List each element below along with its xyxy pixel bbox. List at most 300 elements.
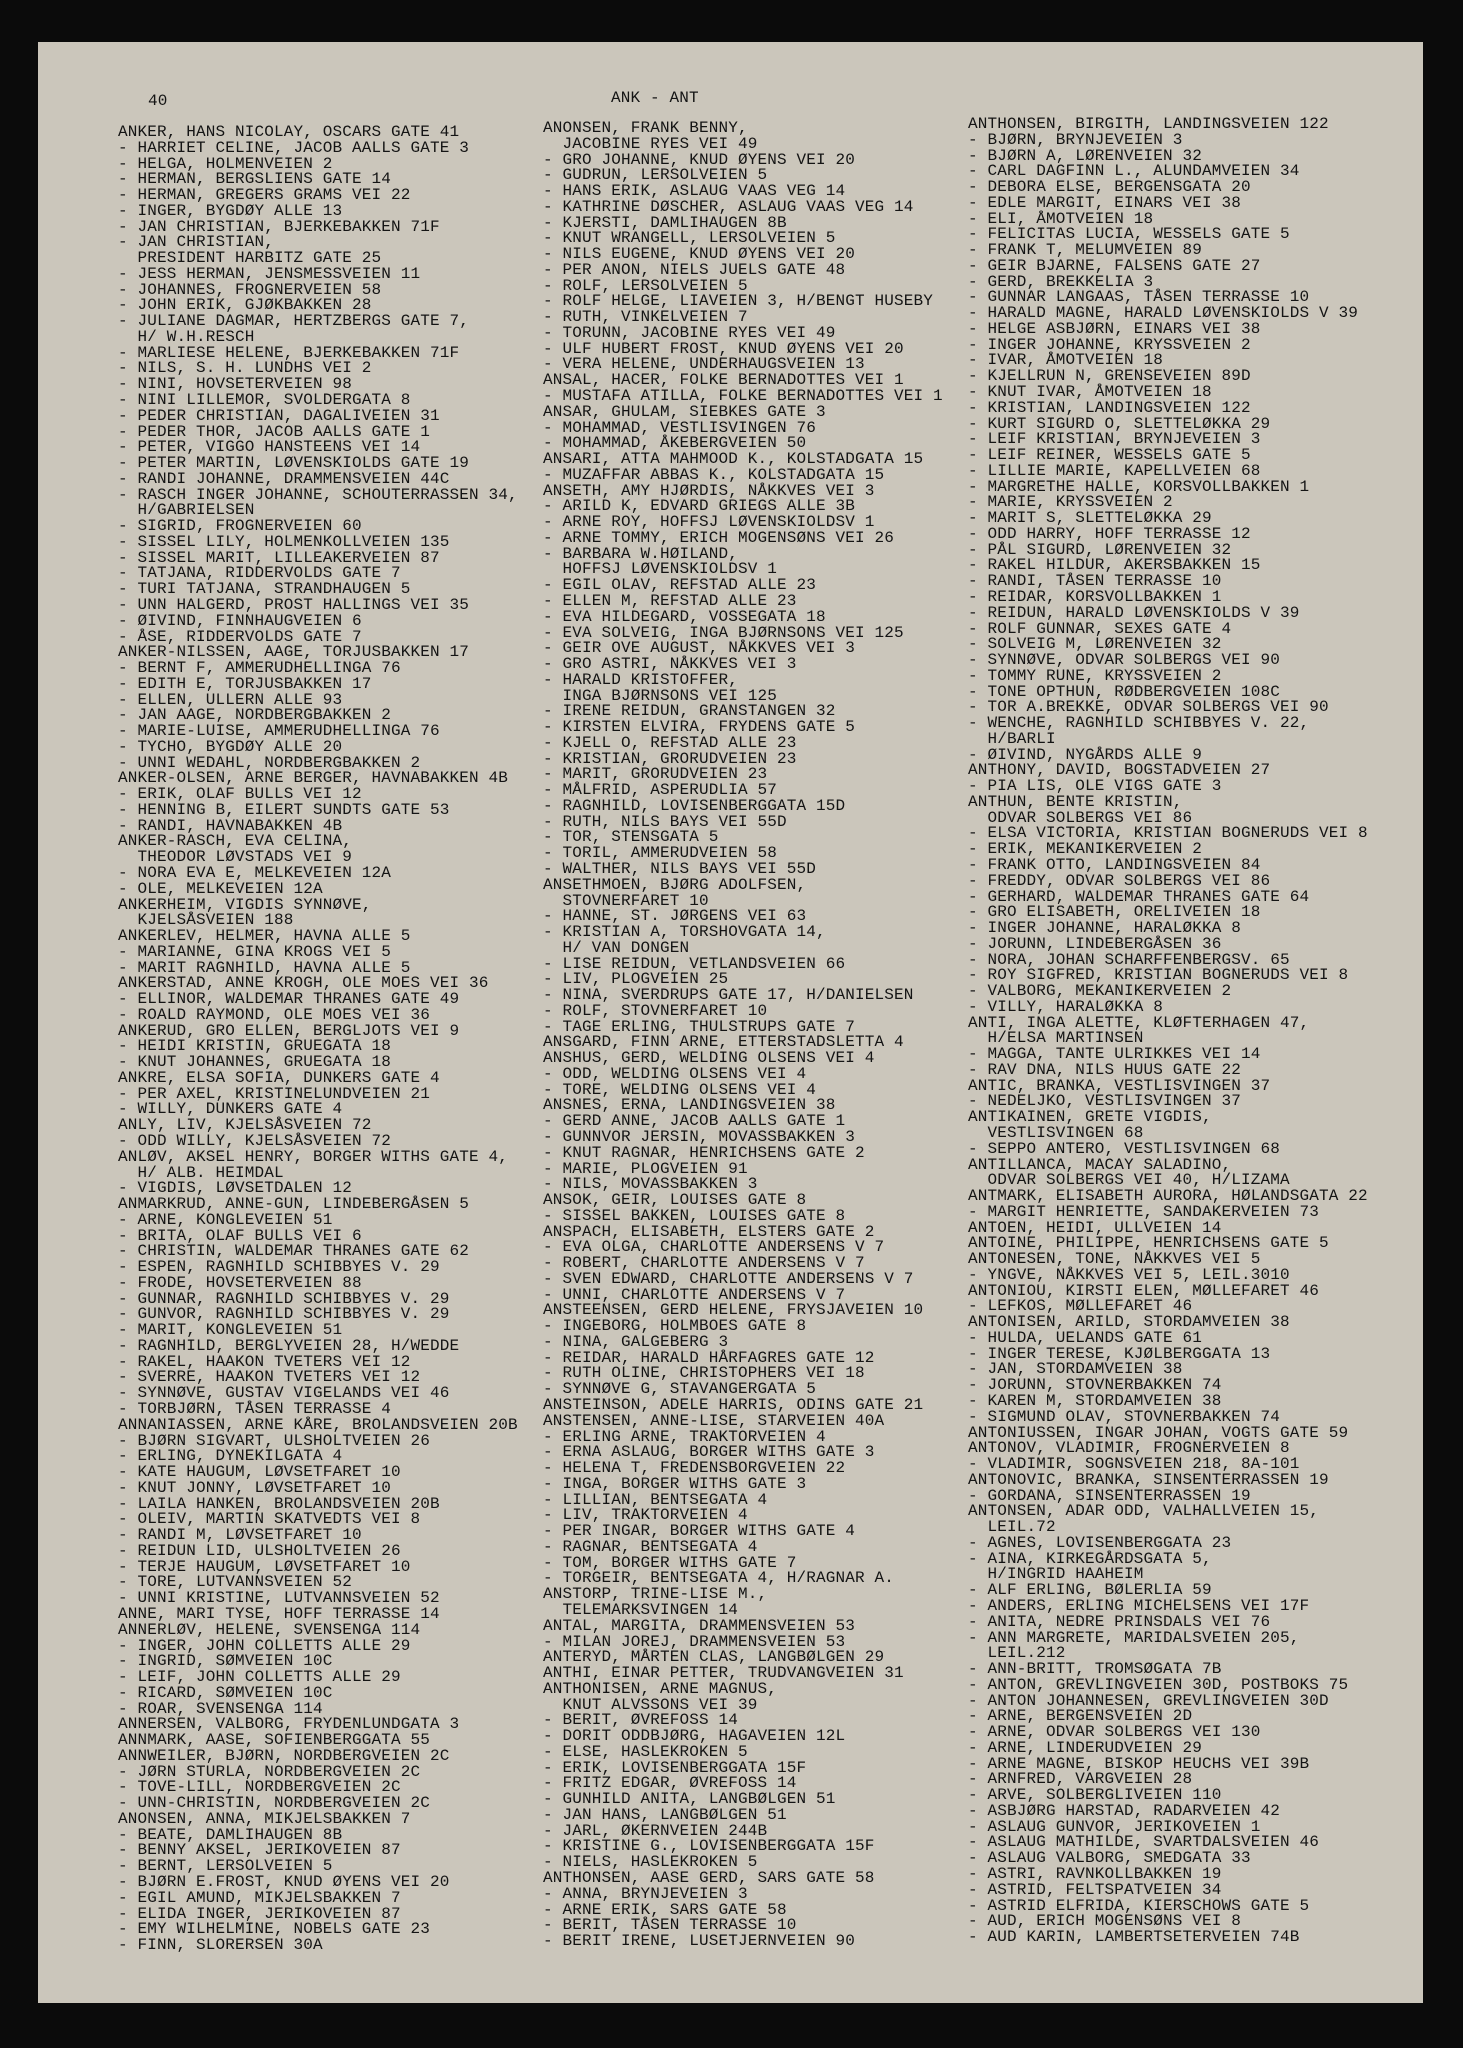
directory-entry: - SOLVEIG M, LØRENVEIEN 32 bbox=[968, 635, 1222, 654]
surname-entry: ANTONOVIC, BRANKA, SINSENTERRASSEN 19 bbox=[968, 1470, 1329, 1489]
entry-continuation: TELEMARKSVINGEN 14 bbox=[543, 1600, 739, 1619]
surname-entry: ANTHI, EINAR PETTER, TRUDVANGVEIEN 31 bbox=[543, 1664, 904, 1683]
directory-entry: - VALBORG, MEKANIKERVEIEN 2 bbox=[968, 982, 1232, 1001]
surname-entry: ANTMARK, ELISABETH AURORA, HØLANDSGATA 22 bbox=[968, 1187, 1368, 1206]
directory-entry: - GEIR OVE AUGUST, NÅKKVES VEI 3 bbox=[543, 639, 856, 658]
directory-entry: - ANNA, BRYNJEVEIEN 3 bbox=[543, 1884, 748, 1903]
directory-entry: - KURT SIGURD O, SLETTELØKKA 29 bbox=[968, 414, 1271, 433]
directory-entry: - HELGA, HOLMENVEIEN 2 bbox=[118, 154, 333, 173]
entry-continuation: KJELSÅSVEIEN 188 bbox=[118, 911, 294, 930]
directory-entry: - JØRN STURLA, NORDBERGVEIEN 2C bbox=[118, 1762, 421, 1781]
directory-entry: - NILS, MOVASSBAKKEN 3 bbox=[543, 1175, 758, 1194]
directory-entry: - KNUT RAGNAR, HENRICHSENS GATE 2 bbox=[543, 1143, 865, 1162]
directory-entry: - PEDER THOR, JACOB AALLS GATE 1 bbox=[118, 422, 431, 441]
directory-entry: - DORIT ODDBJØRG, HAGAVEIEN 12L bbox=[543, 1727, 846, 1746]
directory-entry: - VERA HELENE, UNDERHAUGSVEIEN 13 bbox=[543, 355, 865, 374]
directory-page bbox=[38, 42, 1423, 2003]
directory-entry: - ERLING ARNE, TRAKTORVEIEN 4 bbox=[543, 1427, 826, 1446]
surname-entry: ANSGARD, FINN ARNE, ETTERSTADSLETTA 4 bbox=[543, 1033, 904, 1052]
directory-entry: - JAN, STORDAMVEIEN 38 bbox=[968, 1360, 1183, 1379]
directory-entry: - PER AXEL, KRISTINELUNDVEIEN 21 bbox=[118, 1084, 431, 1103]
directory-entry: - PETER MARTIN, LØVENSKIOLDS GATE 19 bbox=[118, 454, 470, 473]
directory-entry: - RICARD, SØMVEIEN 10C bbox=[118, 1683, 333, 1702]
directory-entry: - BJØRN SIGVART, ULSHOLTVEIEN 26 bbox=[118, 1431, 431, 1450]
directory-entry: - ARNFRED, VARGVEIEN 28 bbox=[968, 1770, 1193, 1789]
surname-entry: ANNWEILER, BJØRN, NORDBERGVEIEN 2C bbox=[118, 1746, 450, 1765]
directory-entry: - KRISTIAN, LANDINGSVEIEN 122 bbox=[968, 398, 1251, 417]
directory-entry: - JARL, ØKERNVEIEN 244B bbox=[543, 1821, 768, 1840]
directory-entry: - BJØRN A, LØRENVEIEN 32 bbox=[968, 146, 1203, 165]
directory-entry: - JORUNN, STOVNERBAKKEN 74 bbox=[968, 1376, 1222, 1395]
directory-entry: - ASBJØRG HARSTAD, RADARVEIEN 42 bbox=[968, 1801, 1281, 1820]
directory-entry: - MARLIESE HELENE, BJERKEBAKKEN 71F bbox=[118, 343, 460, 362]
directory-entry: - PÅL SIGURD, LØRENVEIEN 32 bbox=[968, 540, 1232, 559]
directory-entry: - IRENE REIDUN, GRANSTANGEN 32 bbox=[543, 702, 836, 721]
directory-entry: - ROLF GUNNAR, SEXES GATE 4 bbox=[968, 619, 1232, 638]
directory-entry: - GERD ANNE, JACOB AALLS GATE 1 bbox=[543, 1112, 846, 1131]
surname-entry: ANLØV, AKSEL HENRY, BORGER WITHS GATE 4, bbox=[118, 1147, 509, 1166]
directory-entry: - AGNES, LOVISENBERGGATA 23 bbox=[968, 1533, 1232, 1552]
directory-entry: - MUSTAFA ATILLA, FOLKE BERNADOTTES VEI 1 bbox=[543, 387, 943, 406]
directory-entry: - MARIT RAGNHILD, HAVNA ALLE 5 bbox=[118, 958, 411, 977]
directory-entry: - MÅLFRID, ASPERUDLIA 57 bbox=[543, 781, 778, 800]
directory-entry: - ANN MARGRETE, MARIDALSVEIEN 205, bbox=[968, 1628, 1300, 1647]
directory-entry: - ÅSE, RIDDERVOLDS GATE 7 bbox=[118, 627, 362, 646]
directory-entry: - BJØRN E.FROST, KNUD ØYENS VEI 20 bbox=[118, 1872, 450, 1891]
directory-entry: - CARL DAGFINN L., ALUNDAMVEIEN 34 bbox=[968, 162, 1300, 181]
surname-entry: ANTOEN, HEIDI, ULLVEIEN 14 bbox=[968, 1218, 1222, 1237]
directory-entry: - NORA, JOHAN SCHARFFENBERGSV. 65 bbox=[968, 950, 1290, 969]
directory-entry: - GERHARD, WALDEMAR THRANES GATE 64 bbox=[968, 887, 1310, 906]
directory-entry: - SISSEL LILY, HOLMENKOLLVEIEN 135 bbox=[118, 532, 450, 551]
directory-entry: - INGER JOHANNE, KRYSSVEIEN 2 bbox=[968, 335, 1251, 354]
directory-entry: - KAREN M, STORDAMVEIEN 38 bbox=[968, 1392, 1222, 1411]
entry-continuation: KNUT ALVSSONS VEI 39 bbox=[543, 1695, 758, 1714]
directory-entry: - KRISTIAN, GRORUDVEIEN 23 bbox=[543, 749, 797, 768]
directory-entry: - DEBORA ELSE, BERGENSGATA 20 bbox=[968, 178, 1251, 197]
surname-entry: ANSTORP, TRINE-LISE M., bbox=[543, 1585, 768, 1604]
directory-entry: - AUD KARIN, LAMBERTSETERVEIEN 74B bbox=[968, 1928, 1300, 1947]
directory-entry: - HERMAN, GREGERS GRAMS VEI 22 bbox=[118, 186, 411, 205]
directory-entry: - LEFKOS, MØLLEFARET 46 bbox=[968, 1297, 1193, 1316]
surname-entry: ANNERLØV, HELENE, SVENSENGA 114 bbox=[118, 1620, 421, 1639]
surname-entry: ANTONIUSSEN, INGAR JOHAN, VOGTS GATE 59 bbox=[968, 1423, 1349, 1442]
directory-entry: - BERIT IRENE, LUSETJERNVEIEN 90 bbox=[543, 1932, 856, 1951]
directory-entry: - ARNE ROY, HOFFSJ LØVENSKIOLDSV 1 bbox=[543, 513, 875, 532]
surname-entry: ANTHONY, DAVID, BOGSTADVEIEN 27 bbox=[968, 761, 1271, 780]
directory-entry: - TOMMY RUNE, KRYSSVEIEN 2 bbox=[968, 666, 1222, 685]
directory-entry: - UNNI WEDAHL, NORDBERGBAKKEN 2 bbox=[118, 753, 421, 772]
directory-entry: - JULIANE DAGMAR, HERTZBERGS GATE 7, bbox=[118, 312, 470, 331]
surname-entry: ANSNES, ERNA, LANDINGSVEIEN 38 bbox=[543, 1096, 836, 1115]
directory-entry: - HARALD KRISTOFFER, bbox=[543, 670, 739, 689]
directory-entry: - MOHAMMAD, ÅKEBERGVEIEN 50 bbox=[543, 434, 807, 453]
surname-entry: ANKRE, ELSA SOFIA, DUNKERS GATE 4 bbox=[118, 1068, 440, 1087]
directory-entry: - BEATE, DAMLIHAUGEN 8B bbox=[118, 1825, 343, 1844]
directory-entry: - TATJANA, RIDDERVOLDS GATE 7 bbox=[118, 564, 401, 583]
surname-entry: ANTHUN, BENTE KRISTIN, bbox=[968, 792, 1183, 811]
directory-entry: - UNNI, CHARLOTTE ANDERSENS V 7 bbox=[543, 1285, 846, 1304]
directory-entry: - RAKEL HILDUR, AKERSBAKKEN 15 bbox=[968, 556, 1261, 575]
directory-entry: - NEDELJKO, VESTLISVINGEN 37 bbox=[968, 1092, 1242, 1111]
surname-entry: ANTONSEN, ADAR ODD, VALHALLVEIEN 15, bbox=[968, 1502, 1320, 1521]
directory-entry: - HULDA, UELANDS GATE 61 bbox=[968, 1328, 1203, 1347]
directory-entry: - ANTON JOHANNESEN, GREVLINGVEIEN 30D bbox=[968, 1691, 1329, 1710]
directory-entry: - REIDUN LID, ULSHOLTVEIEN 26 bbox=[118, 1541, 401, 1560]
entry-continuation: H/ ALB. HEIMDAL bbox=[118, 1163, 284, 1182]
directory-entry: - RAGNHILD, LOVISENBERGGATA 15D bbox=[543, 796, 846, 815]
surname-entry: ANNERSEN, VALBORG, FRYDENLUNDGATA 3 bbox=[118, 1715, 460, 1734]
directory-entry: - AINA, KIRKEGÅRDSGATA 5, bbox=[968, 1549, 1212, 1568]
surname-entry: ANKER-OLSEN, ARNE BERGER, HAVNABAKKEN 4B bbox=[118, 769, 509, 788]
directory-entry: - INGER TERESE, KJØLBERGGATA 13 bbox=[968, 1344, 1271, 1363]
directory-entry: - ROLF, LERSOLVEIEN 5 bbox=[543, 276, 748, 295]
surname-entry: ANSETHMOEN, BJØRG ADOLFSEN, bbox=[543, 875, 807, 894]
directory-entry: - SEPPO ANTERO, VESTLISVINGEN 68 bbox=[968, 1139, 1281, 1158]
directory-entry: - JESS HERMAN, JENSMESSVEIEN 11 bbox=[118, 264, 421, 283]
directory-column-2 bbox=[543, 121, 963, 1950]
surname-entry: ANNANIASSEN, ARNE KÅRE, BROLANDSVEIEN 20B bbox=[118, 1415, 518, 1434]
surname-entry: ANTHONSEN, BIRGITH, LANDINGSVEIEN 122 bbox=[968, 115, 1329, 133]
directory-entry: - JAN HANS, LANGBØLGEN 51 bbox=[543, 1805, 787, 1824]
directory-entry: - KJELLRUN N, GRENSEVEIEN 89D bbox=[968, 367, 1251, 386]
directory-entry: - SYNNØVE G, STAVANGERGATA 5 bbox=[543, 1380, 817, 1399]
page-number: 40 bbox=[148, 92, 168, 110]
directory-entry: - PETER, VIGGO HANSTEENS VEI 14 bbox=[118, 438, 421, 457]
directory-entry: - NORA EVA E, MELKEVEIEN 12A bbox=[118, 863, 392, 882]
directory-entry: - ANDERS, ERLING MICHELSENS VEI 17F bbox=[968, 1596, 1310, 1615]
surname-entry: ANSTEINSON, ADELE HARRIS, ODINS GATE 21 bbox=[543, 1396, 924, 1415]
surname-entry: ANTONOV, VLADIMIR, FROGNERVEIEN 8 bbox=[968, 1439, 1290, 1458]
directory-entry: - GUNNVOR JERSIN, MOVASSBAKKEN 3 bbox=[543, 1128, 856, 1146]
entry-continuation: PRESIDENT HARBITZ GATE 25 bbox=[118, 249, 382, 268]
surname-entry: ANSARI, ATTA MAHMOOD K., KOLSTADGATA 15 bbox=[543, 450, 924, 469]
directory-entry: - GRO ELISABETH, ORELIVEIEN 18 bbox=[968, 903, 1261, 922]
directory-entry: - ELLEN, ULLERN ALLE 93 bbox=[118, 690, 343, 709]
directory-entry: - KNUT JONNY, LØVSETFARET 10 bbox=[118, 1478, 392, 1497]
directory-entry: - ARNE, BERGENSVEIEN 2D bbox=[968, 1707, 1193, 1726]
directory-entry: - EMY WILHELMINE, NOBELS GATE 23 bbox=[118, 1920, 431, 1939]
directory-entry: - INGEBORG, HOLMBOES GATE 8 bbox=[543, 1317, 807, 1336]
directory-entry: - TORUNN, JACOBINE RYES VEI 49 bbox=[543, 323, 836, 342]
directory-entry: - BERIT, TÅSEN TERRASSE 10 bbox=[543, 1916, 797, 1935]
directory-entry: - INGRID, SØMVEIEN 10C bbox=[118, 1652, 333, 1671]
directory-entry: - PER ANON, NIELS JUELS GATE 48 bbox=[543, 260, 846, 279]
directory-entry: - ODD, WELDING OLSENS VEI 4 bbox=[543, 1064, 807, 1083]
directory-entry: - TORE, WELDING OLSENS VEI 4 bbox=[543, 1080, 817, 1099]
directory-entry: - VILLY, HARALØKKA 8 bbox=[968, 997, 1164, 1016]
directory-entry: - ANN-BRITT, TROMSØGATA 7B bbox=[968, 1660, 1222, 1679]
directory-entry: - NINA, SVERDRUPS GATE 17, H/DANIELSEN bbox=[543, 986, 914, 1005]
directory-entry: - ARILD K, EDVARD GRIEGS ALLE 3B bbox=[543, 497, 856, 516]
directory-entry: - ELIDA INGER, JERIKOVEIEN 87 bbox=[118, 1904, 401, 1923]
directory-entry: - SIGRID, FROGNERVEIEN 60 bbox=[118, 517, 362, 536]
directory-entry: - EDITH E, TORJUSBAKKEN 17 bbox=[118, 674, 372, 693]
directory-entry: - MARIE, PLOGVEIEN 91 bbox=[543, 1159, 748, 1178]
directory-entry: - TYCHO, BYGDØY ALLE 20 bbox=[118, 737, 343, 756]
directory-entry: - JOHANNES, FROGNERVEIEN 58 bbox=[118, 280, 382, 299]
surname-entry: ANTIC, BRANKA, VESTLISVINGEN 37 bbox=[968, 1076, 1271, 1095]
directory-entry: - AUD, ERICH MOGENSØNS VEI 8 bbox=[968, 1912, 1242, 1931]
directory-entry: - ODD HARRY, HOFF TERRASSE 12 bbox=[968, 524, 1251, 543]
directory-entry: - RAGNAR, BENTSEGATA 4 bbox=[543, 1537, 758, 1556]
directory-entry: - OLEIV, MARTIN SKATVEDTS VEI 8 bbox=[118, 1510, 421, 1529]
directory-entry: - ROALD RAYMOND, OLE MOES VEI 36 bbox=[118, 1005, 431, 1024]
directory-entry: - HELGE ASBJØRN, EINARS VEI 38 bbox=[968, 319, 1261, 338]
directory-entry: - MAGGA, TANTE ULRIKKES VEI 14 bbox=[968, 1045, 1261, 1064]
directory-entry: - ERNA ASLAUG, BORGER WITHS GATE 3 bbox=[543, 1443, 875, 1462]
directory-entry: - ARNE, ODVAR SOLBERGS VEI 130 bbox=[968, 1723, 1261, 1742]
directory-entry: - TURI TATJANA, STRANDHAUGEN 5 bbox=[118, 580, 411, 599]
entry-continuation: H/BARLI bbox=[968, 729, 1056, 748]
directory-entry: - ELSA VICTORIA, KRISTIAN BOGNERUDS VEI 8 bbox=[968, 824, 1368, 843]
directory-entry: - FELICITAS LUCIA, WESSELS GATE 5 bbox=[968, 225, 1290, 244]
directory-entry: - NINI LILLEMOR, SVOLDERGATA 8 bbox=[118, 391, 411, 410]
entry-continuation: H/ W.H.RESCH bbox=[118, 327, 255, 346]
directory-entry: - ARNE, KONGLEVEIEN 51 bbox=[118, 1210, 333, 1229]
directory-entry: - ALF ERLING, BØLERLIA 59 bbox=[968, 1581, 1212, 1600]
directory-entry: - RAKEL, HAAKON TVETERS VEI 12 bbox=[118, 1352, 411, 1371]
directory-entry: - ULF HUBERT FROST, KNUD ØYENS VEI 20 bbox=[543, 339, 904, 358]
directory-entry: - EVA SOLVEIG, INGA BJØRNSONS VEI 125 bbox=[543, 623, 904, 642]
surname-entry: ANONSEN, FRANK BENNY, bbox=[543, 119, 748, 137]
directory-entry: - ANITA, NEDRE PRINSDALS VEI 76 bbox=[968, 1612, 1271, 1631]
directory-entry: - GUNHILD ANITA, LANGBØLGEN 51 bbox=[543, 1790, 836, 1809]
directory-entry: - EVA OLGA, CHARLOTTE ANDERSENS V 7 bbox=[543, 1238, 885, 1257]
directory-entry: - UNN-CHRISTIN, NORDBERGVEIEN 2C bbox=[118, 1794, 431, 1813]
directory-entry: - JAN CHRISTIAN, BJERKEBAKKEN 71F bbox=[118, 217, 440, 236]
directory-column-1 bbox=[118, 125, 538, 1954]
directory-entry: - ELI, ÅMOTVEIEN 18 bbox=[968, 209, 1154, 228]
directory-entry: - MARIT, GRORUDVEIEN 23 bbox=[543, 765, 768, 784]
directory-entry: - ØIVIND, NYGÅRDS ALLE 9 bbox=[968, 745, 1203, 764]
directory-entry: - ARNE TOMMY, ERICH MOGENSØNS VEI 26 bbox=[543, 528, 895, 547]
entry-continuation: STOVNERFARET 10 bbox=[543, 891, 709, 910]
directory-entry: - ASLAUG MATHILDE, SVARTDALSVEIEN 46 bbox=[968, 1833, 1320, 1852]
entry-continuation: LEIL.212 bbox=[968, 1644, 1066, 1663]
surname-entry: ANSOK, GEIR, LOUISES GATE 8 bbox=[543, 1191, 807, 1210]
directory-entry: - HANNE, ST. JØRGENS VEI 63 bbox=[543, 907, 807, 926]
directory-entry: - BENNY AKSEL, JERIKOVEIEN 87 bbox=[118, 1841, 401, 1860]
directory-entry: - RUTH, VINKELVEIEN 7 bbox=[543, 308, 748, 327]
directory-entry: - FRANK T, MELUMVEIEN 89 bbox=[968, 241, 1203, 260]
directory-entry: - ANTON, GREVLINGVEIEN 30D, POSTBOKS 75 bbox=[968, 1675, 1349, 1694]
directory-entry: - FREDDY, ODVAR SOLBERGS VEI 86 bbox=[968, 871, 1271, 890]
directory-entry: - BERIT, ØVREFOSS 14 bbox=[543, 1711, 739, 1730]
surname-entry: ANSHUS, GERD, WELDING OLSENS VEI 4 bbox=[543, 1049, 875, 1068]
directory-entry: - GORDANA, SINSENTERRASSEN 19 bbox=[968, 1486, 1251, 1505]
directory-entry: - SYNNØVE, ODVAR SOLBERGS VEI 90 bbox=[968, 651, 1281, 670]
entry-continuation: HOFFSJ LØVENSKIOLDSV 1 bbox=[543, 560, 778, 579]
directory-entry: - WILLY, DUNKERS GATE 4 bbox=[118, 1100, 343, 1119]
surname-entry: ANNMARK, AASE, SOFIENBERGGATA 55 bbox=[118, 1731, 431, 1750]
directory-entry: - TAGE ERLING, THULSTRUPS GATE 7 bbox=[543, 1017, 856, 1036]
directory-entry: - HERMAN, BERGSLIENS GATE 14 bbox=[118, 170, 392, 189]
surname-entry: ANKERUD, GRO ELLEN, BERGLJOTS VEI 9 bbox=[118, 1021, 460, 1040]
directory-entry: - HARRIET CELINE, JACOB AALLS GATE 3 bbox=[118, 138, 470, 157]
directory-entry: - TOR A.BREKKE, ODVAR SOLBERGS VEI 90 bbox=[968, 698, 1329, 717]
directory-entry: - NILS, S. H. LUNDHS VEI 2 bbox=[118, 359, 372, 378]
directory-entry: - ROLF HELGE, LIAVEIEN 3, H/BENGT HUSEBY bbox=[543, 292, 934, 311]
directory-entry: - KRISTIAN A, TORSHOVGATA 14, bbox=[543, 923, 826, 942]
directory-entry: - ASLAUG VALBORG, SMEDGATA 33 bbox=[968, 1849, 1251, 1868]
surname-entry: ANTONESEN, TONE, NÅKKVES VEI 5 bbox=[968, 1250, 1261, 1269]
directory-column-3 bbox=[968, 117, 1388, 1946]
directory-entry: - ERIK, MEKANIKERVEIEN 2 bbox=[968, 840, 1203, 859]
surname-entry: ANTERYD, MÅRTEN CLAS, LANGBØLGEN 29 bbox=[543, 1648, 885, 1667]
directory-entry: - JORUNN, LINDEBERGÅSEN 36 bbox=[968, 934, 1222, 953]
directory-entry: - ARVE, SOLBERGLIVEIEN 110 bbox=[968, 1786, 1222, 1805]
directory-entry: - VLADIMIR, SOGNSVEIEN 218, 8A-101 bbox=[968, 1455, 1300, 1474]
directory-entry: - JAN AAGE, NORDBERGBAKKEN 2 bbox=[118, 706, 392, 725]
entry-continuation: H/ VAN DONGEN bbox=[543, 938, 690, 957]
directory-entry: - INGA, BORGER WITHS GATE 3 bbox=[543, 1474, 807, 1493]
entry-continuation: INGA BJØRNSONS VEI 125 bbox=[543, 686, 778, 705]
directory-entry: - TOM, BORGER WITHS GATE 7 bbox=[543, 1553, 797, 1572]
directory-entry: - ROLF, STOVNERFARET 10 bbox=[543, 1001, 768, 1020]
directory-entry: - RANDI, HAVNABAKKEN 4B bbox=[118, 816, 343, 835]
directory-entry: - SISSEL BAKKEN, LOUISES GATE 8 bbox=[543, 1206, 846, 1225]
directory-entry: - LEIF KRISTIAN, BRYNJEVEIEN 3 bbox=[968, 430, 1261, 449]
directory-entry: - FRITZ EDGAR, ØVREFOSS 14 bbox=[543, 1774, 797, 1793]
directory-entry: - EDLE MARGIT, EINARS VEI 38 bbox=[968, 193, 1242, 212]
directory-entry: - RUTH OLINE, CHRISTOPHERS VEI 18 bbox=[543, 1364, 865, 1383]
directory-entry: - LISE REIDUN, VETLANDSVEIEN 66 bbox=[543, 954, 846, 973]
directory-entry: - REIDAR, HARALD HÅRFAGRES GATE 12 bbox=[543, 1348, 875, 1367]
directory-entry: - NINI, HOVSETERVEIEN 98 bbox=[118, 375, 353, 394]
directory-entry: - ROAR, SVENSENGA 114 bbox=[118, 1699, 323, 1718]
directory-entry: - BARBARA W.HØILAND, bbox=[543, 544, 739, 563]
directory-entry: - MARGRETHE HALLE, KORSVOLLBAKKEN 1 bbox=[968, 477, 1310, 496]
directory-entry: - HELENA T, FREDENSBORGVEIEN 22 bbox=[543, 1459, 846, 1478]
directory-entry: - EGIL OLAV, REFSTAD ALLE 23 bbox=[543, 576, 817, 595]
surname-entry: ANSTEENSEN, GERD HELENE, FRYSJAVEIEN 10 bbox=[543, 1301, 924, 1320]
directory-entry: - OLE, MELKEVEIEN 12A bbox=[118, 879, 323, 898]
surname-entry: ANKERLEV, HELMER, HAVNA ALLE 5 bbox=[118, 927, 411, 946]
directory-entry: - ARNE ERIK, SARS GATE 58 bbox=[543, 1900, 787, 1919]
directory-entry: - FRANK OTTO, LANDINGSVEIEN 84 bbox=[968, 855, 1261, 874]
directory-entry: - FINN, SLORERSEN 30A bbox=[118, 1936, 323, 1955]
directory-entry: - MILAN JOREJ, DRAMMENSVEIEN 53 bbox=[543, 1632, 846, 1651]
directory-entry: - ASTRI, RAVNKOLLBAKKEN 19 bbox=[968, 1864, 1222, 1883]
directory-entry: - LILLIAN, BENTSEGATA 4 bbox=[543, 1490, 768, 1509]
directory-entry: - GERD, BREKKELIA 3 bbox=[968, 272, 1154, 291]
directory-entry: - TERJE HAUGUM, LØVSETFARET 10 bbox=[118, 1557, 411, 1576]
directory-entry: - INGER, JOHN COLLETTS ALLE 29 bbox=[118, 1636, 411, 1655]
directory-entry: - KNUT WRANGELL, LERSOLVEIEN 5 bbox=[543, 229, 836, 248]
surname-entry: ANSETH, AMY HJØRDIS, NÅKKVES VEI 3 bbox=[543, 481, 875, 500]
directory-entry: - JOHN ERIK, GJØKBAKKEN 28 bbox=[118, 296, 372, 315]
directory-entry: - HENNING B, EILERT SUNDTS GATE 53 bbox=[118, 800, 450, 819]
surname-entry: ANTONISEN, ARILD, STORDAMVEIEN 38 bbox=[968, 1313, 1290, 1332]
directory-entry: - WENCHE, RAGNHILD SCHIBBYES V. 22, bbox=[968, 714, 1310, 733]
entry-continuation: ODVAR SOLBERGS VEI 86 bbox=[968, 808, 1193, 827]
directory-entry: - KNUT IVAR, ÅMOTVEIEN 18 bbox=[968, 383, 1212, 402]
directory-entry: - FRODE, HOVSETERVEIEN 88 bbox=[118, 1273, 362, 1292]
surname-entry: ANTIKAINEN, GRETE VIGDIS, bbox=[968, 1108, 1212, 1127]
directory-entry: - RAGNHILD, BERGLYVEIEN 28, H/WEDDE bbox=[118, 1336, 460, 1355]
directory-entry: - SIGMUND OLAV, STOVNERBAKKEN 74 bbox=[968, 1407, 1281, 1426]
surname-entry: ANSAL, HACER, FOLKE BERNADOTTES VEI 1 bbox=[543, 371, 904, 390]
directory-entry: - BJØRN, BRYNJEVEIEN 3 bbox=[968, 130, 1183, 149]
directory-entry: - VIGDIS, LØVSETDALEN 12 bbox=[118, 1179, 353, 1198]
entry-continuation: THEODOR LØVSTADS VEI 9 bbox=[118, 848, 353, 867]
directory-entry: - GUDRUN, LERSOLVEIEN 5 bbox=[543, 166, 768, 185]
directory-entry: - ELSE, HASLEKROKEN 5 bbox=[543, 1742, 748, 1761]
surname-entry: ANSPACH, ELISABETH, ELSTERS GATE 2 bbox=[543, 1222, 875, 1241]
directory-entry: - LAILA HANKEN, BROLANDSVEIEN 20B bbox=[118, 1494, 440, 1513]
directory-entry: - GUNNAR, RAGNHILD SCHIBBYES V. 29 bbox=[118, 1289, 450, 1308]
surname-entry: ANKER-RASCH, EVA CELINA, bbox=[118, 832, 353, 851]
directory-entry: - ROBERT, CHARLOTTE ANDERSENS V 7 bbox=[543, 1254, 865, 1273]
directory-entry: - HANS ERIK, ASLAUG VAAS VEG 14 bbox=[543, 182, 846, 201]
directory-entry: - KIRSTEN ELVIRA, FRYDENS GATE 5 bbox=[543, 718, 856, 737]
directory-entry: - HEIDI KRISTIN, GRUEGATA 18 bbox=[118, 1037, 392, 1056]
directory-entry: - KATE HAUGUM, LØVSETFARET 10 bbox=[118, 1463, 401, 1482]
directory-entry: - ESPEN, RAGNHILD SCHIBBYES V. 29 bbox=[118, 1258, 440, 1277]
directory-entry: - ODD WILLY, KJELSÅSVEIEN 72 bbox=[118, 1132, 392, 1150]
directory-entry: - REIDUN, HARALD LØVENSKIOLDS V 39 bbox=[968, 603, 1300, 622]
directory-entry: - BERNT F, AMMERUDHELLINGA 76 bbox=[118, 659, 401, 678]
directory-entry: - BERNT, LERSOLVEIEN 5 bbox=[118, 1857, 333, 1876]
directory-entry: - ØIVIND, FINNHAUGVEIEN 6 bbox=[118, 611, 362, 630]
directory-entry: - ARNE MAGNE, BISKOP HEUCHS VEI 39B bbox=[968, 1754, 1310, 1773]
directory-entry: - ERLING, DYNEKILGATA 4 bbox=[118, 1447, 343, 1466]
surname-entry: ANTHONISEN, ARNE MAGNUS, bbox=[543, 1679, 778, 1698]
directory-entry: - ASTRID, FELTSPATVEIEN 34 bbox=[968, 1880, 1222, 1899]
directory-entry: - WALTHER, NILS BAYS VEI 55D bbox=[543, 859, 817, 878]
directory-entry: - LEIF, JOHN COLLETTS ALLE 29 bbox=[118, 1668, 401, 1687]
directory-entry: - KJERSTI, DAMLIHAUGEN 8B bbox=[543, 213, 787, 232]
directory-entry: - MARGIT HENRIETTE, SANDAKERVEIEN 73 bbox=[968, 1202, 1320, 1221]
directory-entry: - INGER, BYGDØY ALLE 13 bbox=[118, 201, 343, 220]
directory-entry: - RANDI M, LØVSETFARET 10 bbox=[118, 1526, 362, 1545]
directory-entry: - TORE, LUTVANNSVEIEN 52 bbox=[118, 1573, 353, 1592]
surname-entry: ANONSEN, ANNA, MIKJELSBAKKEN 7 bbox=[118, 1809, 411, 1828]
surname-entry: ANTILLANCA, MACAY SALADINO, bbox=[968, 1155, 1232, 1174]
directory-entry: - ASTRID ELFRIDA, KIERSCHOWS GATE 5 bbox=[968, 1896, 1310, 1915]
surname-entry: ANTAL, MARGITA, DRAMMENSVEIEN 53 bbox=[543, 1616, 856, 1635]
directory-entry: - SYNNØVE, GUSTAV VIGELANDS VEI 46 bbox=[118, 1384, 450, 1403]
directory-entry: - IVAR, ÅMOTVEIEN 18 bbox=[968, 351, 1164, 370]
directory-entry: - TORIL, AMMERUDVEIEN 58 bbox=[543, 844, 778, 863]
entry-continuation: H/INGRID HAAHEIM bbox=[968, 1565, 1144, 1584]
directory-entry: - GUNNAR LANGAAS, TÅSEN TERRASSE 10 bbox=[968, 288, 1310, 307]
directory-entry: - MARIT S, SLETTELØKKA 29 bbox=[968, 509, 1212, 528]
directory-entry: - UNNI KRISTINE, LUTVANNSVEIEN 52 bbox=[118, 1589, 440, 1608]
entry-continuation: JACOBINE RYES VEI 49 bbox=[543, 134, 758, 153]
surname-entry: ANKER-NILSSEN, AAGE, TORJUSBAKKEN 17 bbox=[118, 643, 470, 662]
directory-entry: - TOR, STENSGATA 5 bbox=[543, 828, 719, 847]
directory-entry: - SVERRE, HAAKON TVETERS VEI 12 bbox=[118, 1368, 421, 1387]
entry-continuation: H/GABRIELSEN bbox=[118, 501, 255, 520]
directory-entry: - MOHAMMAD, VESTLISVINGEN 76 bbox=[543, 418, 817, 437]
surname-entry: ANKER, HANS NICOLAY, OSCARS GATE 41 bbox=[118, 123, 460, 141]
directory-entry: - KATHRINE DØSCHER, ASLAUG VAAS VEG 14 bbox=[543, 197, 914, 216]
directory-entry: - LIV, TRAKTORVEIEN 4 bbox=[543, 1506, 748, 1525]
directory-entry: - INGER JOHANNE, HARALØKKA 8 bbox=[968, 919, 1242, 938]
directory-entry: - MARIE, KRYSSVEIEN 2 bbox=[968, 493, 1173, 512]
directory-entry: - YNGVE, NÅKKVES VEI 5, LEIL.3010 bbox=[968, 1265, 1290, 1284]
entry-continuation: LEIL.72 bbox=[968, 1518, 1056, 1537]
directory-entry: - CHRISTIN, WALDEMAR THRANES GATE 62 bbox=[118, 1242, 470, 1261]
directory-entry: - TOVE-LILL, NORDBERGVEIEN 2C bbox=[118, 1778, 401, 1797]
directory-entry: - LEIF REINER, WESSELS GATE 5 bbox=[968, 446, 1251, 465]
directory-entry: - GUNVOR, RAGNHILD SCHIBBYES V. 29 bbox=[118, 1305, 450, 1324]
directory-entry: - TORGEIR, BENTSEGATA 4, H/RAGNAR A. bbox=[543, 1569, 895, 1588]
directory-entry: - RANDI, TÅSEN TERRASSE 10 bbox=[968, 572, 1222, 591]
surname-entry: ANSAR, GHULAM, SIEBKES GATE 3 bbox=[543, 402, 826, 421]
